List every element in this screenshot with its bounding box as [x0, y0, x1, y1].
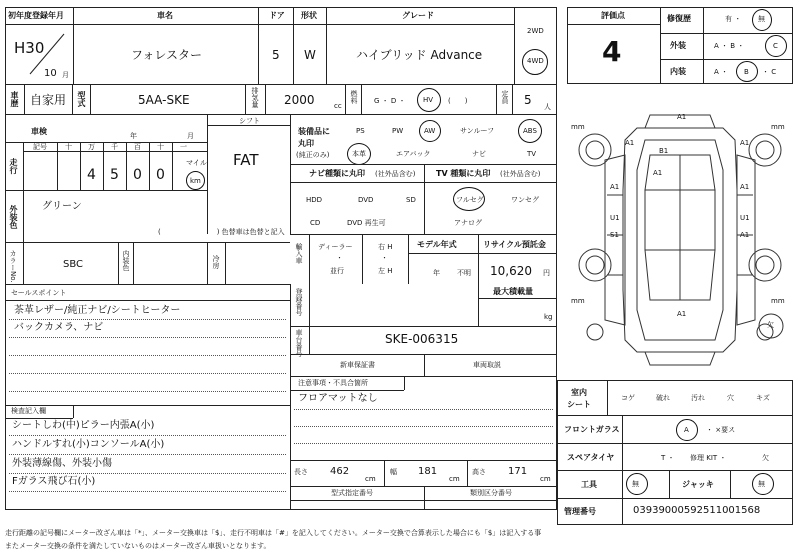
displacement-value: 2000 — [284, 93, 315, 107]
spare-label: スペアタイヤ — [567, 453, 615, 462]
unit-label-3: 千 — [111, 143, 118, 151]
grade-label: グレード — [402, 11, 434, 20]
shift-label: シフト — [239, 117, 260, 125]
seat-item: 汚れ — [691, 394, 705, 402]
type-value: 5AA-SKE — [138, 93, 190, 107]
fuel-paren: ( ) — [448, 97, 468, 105]
equip-tv: TV — [527, 150, 537, 158]
doors-value: 5 — [272, 48, 280, 62]
sales-line: 茶革レザー/純正ナビ/シートヒーター — [14, 305, 181, 316]
tools-value: 無 — [632, 480, 639, 488]
left-h: 左 H — [378, 267, 393, 275]
import-label: 輸入車 — [295, 243, 303, 264]
type-label: 型式 — [77, 91, 86, 107]
exterior-grade-label: 外装 — [670, 41, 686, 50]
damage-mark: U1 — [610, 214, 620, 222]
score-value: 4 — [602, 35, 622, 68]
exterior-color: グリーン — [42, 201, 82, 212]
color-change-note: ( ) 色替車は色替と記入 — [158, 228, 285, 236]
inspection-note-line: 外装薄線傷、外装小傷 — [12, 458, 112, 469]
inspection-note-line: Fガラス飛び石(小) — [12, 476, 96, 487]
month-unit: 月 — [62, 71, 69, 79]
unit-label-2: 万 — [88, 143, 95, 151]
reg-year-label: 初年度登録年月 — [8, 11, 64, 20]
chassis-label: 車台番号 — [295, 329, 303, 357]
height-value: 171 — [508, 466, 528, 477]
exterior-ab: A ・ B ・ — [714, 42, 745, 50]
interior-b: B — [744, 68, 749, 76]
chassis-value: SKE-006315 — [385, 332, 459, 346]
manual-label: 車両取説 — [473, 361, 501, 369]
car-damage-diagram — [565, 100, 795, 380]
model-year-year: 年 — [433, 269, 440, 277]
recycle-label: リサイクル預託金 — [483, 240, 546, 249]
fuel-label: 燃料 — [350, 90, 358, 104]
damage-mark: B1 — [659, 147, 669, 155]
equip-leather: 本革 — [352, 150, 366, 158]
damage-mark: A1 — [677, 310, 687, 318]
mileage-label: 走行 — [9, 158, 18, 174]
km-label: km — [190, 177, 201, 185]
mileage-digit: 0 — [156, 167, 165, 183]
recycle-unit: 円 — [543, 269, 550, 277]
history-label: 車歴 — [10, 91, 19, 107]
jack-value: 無 — [758, 480, 765, 488]
footer-line-2: またメーター交換の条件を満たしていないものはメーター改ざん車扱いとなります。 — [5, 542, 271, 550]
damage-mark: S1 — [610, 231, 619, 239]
damage-mark: U1 — [740, 214, 750, 222]
shape-value: W — [304, 48, 316, 62]
fuel-options: G ・ D ・ — [374, 97, 406, 105]
damage-mark: A1 — [653, 169, 663, 177]
sales-point-label: セールスポイント — [11, 289, 67, 297]
interior-c: ・ C — [762, 68, 777, 76]
seat-label-2: シート — [567, 400, 591, 409]
tv-oneseg: ワンセグ — [511, 196, 539, 204]
category-label: 類別区分番号 — [470, 489, 512, 497]
unit-label-0: 記号 — [33, 143, 47, 151]
equip-sunroof: サンルーフ — [460, 127, 495, 135]
parallel-label: 並行 — [330, 267, 344, 275]
damage-mark: A1 — [740, 183, 750, 191]
shaken-month-unit: 月 — [187, 132, 194, 140]
equip-label-2: 丸印 — [298, 139, 314, 148]
damage-mark: A1 — [740, 139, 750, 147]
exterior-c: C — [773, 42, 778, 50]
damage-mark: A1 — [625, 139, 635, 147]
windshield-label: フロントガラス — [564, 425, 620, 434]
model-year-label: モデル年式 — [417, 240, 457, 249]
seat-item: 穴 — [727, 394, 734, 402]
nav-dvd: DVD — [358, 196, 374, 204]
repair-label: 修復歴 — [667, 14, 691, 23]
sales-line: バックカメラ、ナビ — [14, 322, 104, 333]
nav-hdd: HDD — [306, 196, 323, 204]
nav-dvd-play: DVD 再生可 — [347, 219, 386, 227]
grade-value: ハイブリッド Advance — [356, 48, 483, 62]
nav-sub: (社外品含む) — [375, 170, 416, 178]
capacity-unit: 人 — [544, 103, 551, 111]
repair-yes: 有 ・ — [725, 15, 742, 23]
notes-label: 注意事項・不具合箇所 — [298, 379, 368, 387]
nav-cd: CD — [310, 219, 321, 227]
equip-label-3: (純正のみ) — [296, 151, 330, 159]
model-label: 車名 — [157, 11, 173, 20]
unit-label-4: 百 — [134, 143, 141, 151]
interior-color-label: 内装色 — [122, 250, 130, 271]
shaken-year-unit: 年 — [130, 132, 137, 140]
drive-2wd: 2WD — [527, 27, 544, 35]
door-label: ドア — [269, 11, 285, 20]
equip-pw: PW — [392, 127, 404, 135]
spare-item: 修理 KIT ・ — [690, 454, 727, 462]
history-value: 自家用 — [30, 93, 67, 107]
tv-fullseg: フルセグ — [456, 196, 484, 204]
equip-label-1: 装備品に — [298, 127, 330, 136]
equip-aw: AW — [424, 127, 436, 135]
unit-label-1: 十 — [65, 143, 72, 151]
tools-label: 工具 — [581, 480, 597, 489]
mgmt-label: 管理番号 — [564, 507, 596, 516]
shaken-label: 車検 — [31, 127, 47, 136]
diagram-mm: mm — [771, 123, 785, 131]
notes-value: フロアマットなし — [298, 393, 378, 404]
model-name: フォレスター — [131, 48, 203, 62]
damage-mark: A1 — [610, 183, 620, 191]
jack-label: ジャッキ — [682, 480, 714, 489]
length-value: 462 — [330, 466, 350, 477]
mileage-digit: 0 — [133, 167, 142, 183]
tv-sub: (社外品含む) — [500, 170, 541, 178]
repair-no: 無 — [758, 15, 765, 23]
right-h: 右 H — [378, 243, 393, 251]
diagram-mm: mm — [771, 297, 785, 305]
color-no: SBC — [63, 259, 84, 270]
damage-mark: A1 — [677, 113, 687, 121]
capacity-value: 5 — [524, 93, 532, 107]
spare-item: T ・ — [661, 454, 675, 462]
inspection-notes-label: 検査記入欄 — [11, 407, 46, 415]
type-designation-label: 型式指定番号 — [331, 489, 373, 497]
era-year: H30 — [14, 39, 45, 57]
mile-label: マイル — [186, 159, 207, 167]
equip-airbag: エアバック — [396, 150, 431, 158]
inspection-note-line: シートしわ(中)ピラー内張A(小) — [12, 420, 155, 431]
spare-item: 欠 — [762, 454, 769, 462]
mileage-digit: 4 — [87, 167, 96, 183]
model-year-unknown: 不明 — [457, 269, 471, 277]
nav-sd: SD — [406, 196, 416, 204]
max-load-label: 最大積載量 — [493, 287, 533, 296]
fuel-hv: HV — [423, 96, 434, 104]
rh-dot: ・ — [381, 254, 388, 262]
mgmt-value: 039390005925110015​68 — [633, 505, 761, 516]
warranty-label: 新車保証書 — [340, 361, 375, 369]
diagram-mm: mm — [571, 123, 585, 131]
equip-ps: PS — [356, 127, 365, 135]
tv-title: TV 種類に丸印 — [436, 169, 491, 178]
recycle-value: 10,620 — [490, 264, 532, 278]
seat-label-1: 室内 — [571, 388, 587, 397]
unit-label-5: 十 — [157, 143, 164, 151]
equip-nav: ナビ — [472, 150, 486, 158]
windshield-rest: ・ ×要ス — [706, 426, 736, 434]
diagram-mm: mm — [571, 297, 585, 305]
displacement-label: 排気量 — [251, 87, 259, 108]
height-unit: cm — [540, 475, 551, 483]
length-label: 長さ — [294, 468, 308, 476]
damage-mark: A1 — [740, 231, 750, 239]
inspection-note-line: ハンドルすれ(小)コンソールA(小) — [12, 439, 165, 450]
nav-title: ナビ種類に丸印 — [309, 169, 365, 178]
seat-item: コゲ — [621, 394, 635, 402]
width-unit: cm — [449, 475, 460, 483]
dealer-label: ディーラー — [318, 243, 353, 251]
score-label: 評価点 — [601, 11, 625, 20]
equip-abs: ABS — [523, 127, 537, 135]
reg-month: 10 — [44, 68, 57, 79]
length-unit: cm — [365, 475, 376, 483]
windshield-a: A — [684, 426, 689, 434]
tv-analog: アナログ — [454, 219, 482, 227]
dealer-dot: ・ — [336, 254, 343, 262]
capacity-label: 定員 — [501, 90, 509, 104]
interior-grade-label: 内装 — [670, 67, 686, 76]
shift-value: FAT — [233, 151, 259, 169]
height-label: 高さ — [472, 468, 486, 476]
ac-label: 冷房 — [212, 255, 220, 269]
drive-4wd: 4WD — [527, 57, 544, 65]
reg-label: 登録番号 — [295, 288, 303, 316]
kg-unit: kg — [544, 313, 553, 321]
seat-item: キズ — [756, 394, 770, 402]
cc-unit: cc — [334, 102, 342, 110]
interior-a: A ・ — [714, 68, 729, 76]
shape-label: 形状 — [301, 11, 317, 20]
width-value: 181 — [418, 466, 438, 477]
color-no-label: カラーNo. — [9, 250, 17, 283]
exterior-color-label: 外装色 — [9, 205, 18, 229]
seat-item: 破れ — [656, 394, 670, 402]
width-label: 幅 — [390, 468, 397, 476]
diagram-kessen: 欠 — [767, 321, 774, 329]
unit-label-6: 一 — [180, 143, 187, 151]
mileage-digit: 5 — [110, 167, 119, 183]
footer-line-1: 走行距離の記号欄にメーター改ざん車は「*」、メーター交換車は「$」、走行不明車は「#」を記入してください。メーター交換で合算表示した場合にも「$」は記入する事 — [5, 529, 542, 537]
